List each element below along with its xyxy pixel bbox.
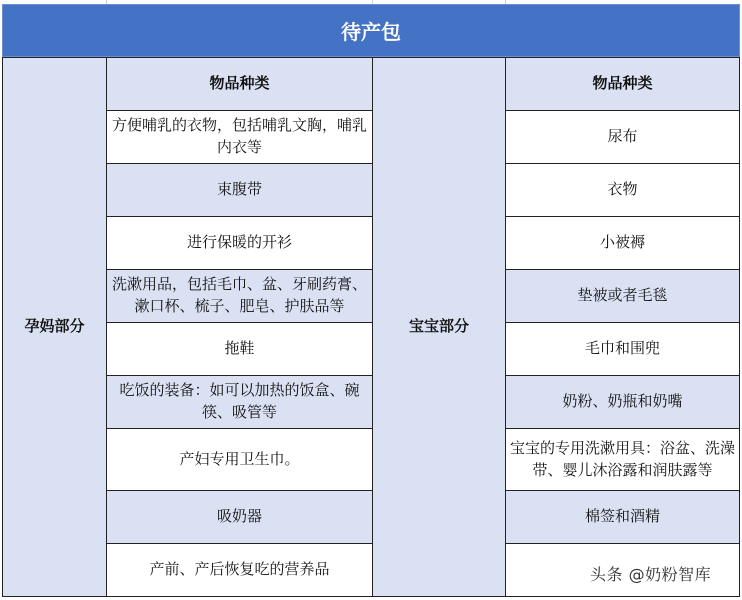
baby-item: 宝宝的专用洗漱用具：浴盆、洗澡带、婴儿沐浴露和润肤露等 bbox=[505, 428, 740, 491]
mother-item: 吸奶器 bbox=[106, 490, 373, 544]
baby-item: 奶粉、奶瓶和奶嘴 bbox=[505, 375, 740, 429]
watermark: 头条 @奶粉智库 bbox=[590, 565, 712, 584]
baby-item: 毛巾和围兜 bbox=[505, 322, 740, 376]
baby-section-label: 宝宝部分 bbox=[372, 57, 506, 597]
baby-item: 棉签和酒精 bbox=[505, 490, 740, 544]
baby-items-header: 物品种类 bbox=[505, 57, 740, 111]
mother-items-header: 物品种类 bbox=[106, 57, 373, 111]
mother-item: 吃饭的装备：如可以加热的饭盒、碗筷、吸管等 bbox=[106, 375, 373, 429]
table-title: 待产包 bbox=[2, 4, 740, 57]
mother-item: 产前、产后恢复吃的营养品 bbox=[106, 543, 373, 597]
mother-item: 进行保暖的开衫 bbox=[106, 216, 373, 270]
mother-item: 产妇专用卫生巾。 bbox=[106, 428, 373, 491]
baby-item: 小被褥 bbox=[505, 216, 740, 270]
mother-item: 束腹带 bbox=[106, 163, 373, 217]
mother-item: 方便哺乳的衣物，包括哺乳文胸，哺乳内衣等 bbox=[106, 110, 373, 164]
mother-item: 拖鞋 bbox=[106, 322, 373, 376]
baby-item: 尿布 bbox=[505, 110, 740, 164]
mother-item: 洗漱用品，包括毛巾、盆、牙刷药膏、漱口杯、梳子、肥皂、护肤品等 bbox=[106, 269, 373, 323]
baby-item: 垫被或者毛毯 bbox=[505, 269, 740, 323]
baby-item: 衣物 bbox=[505, 163, 740, 217]
mother-section-label: 孕妈部分 bbox=[2, 57, 107, 597]
